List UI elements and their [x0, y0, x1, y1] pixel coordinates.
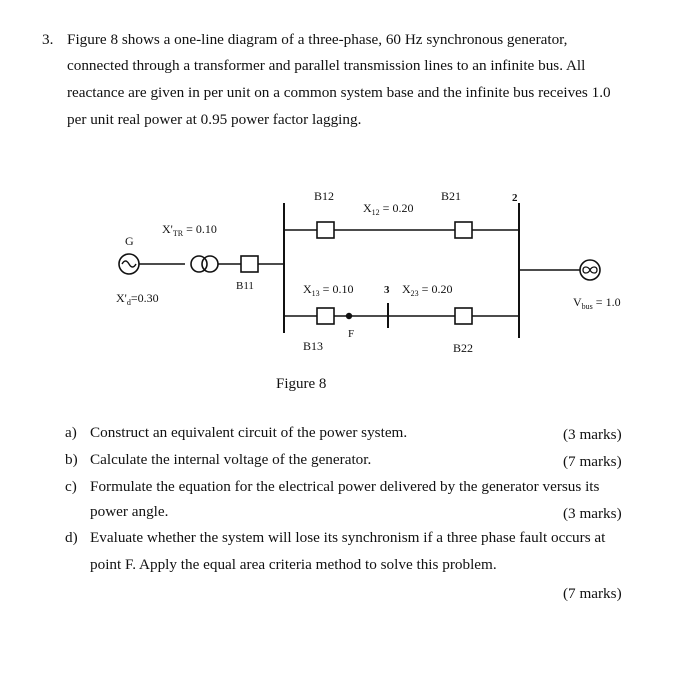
part-d-text-2: point F. Apply the equal area criteria method to solve this problem.	[90, 556, 497, 573]
breaker-b21	[455, 222, 472, 238]
label-vbus: $V_{bus} = 1.0$	[573, 295, 621, 311]
part-a-text: Construct an equivalent circuit of the power system.	[90, 424, 408, 441]
part-a-label: a)	[65, 424, 77, 441]
label-b21: B21	[441, 189, 462, 203]
label-f: F	[348, 328, 355, 340]
label-b22: B22	[453, 341, 474, 355]
part-d-label: d)	[65, 529, 78, 546]
part-b-text: Calculate the internal voltage of the generator.	[90, 451, 372, 468]
question-number: 3.	[42, 31, 54, 48]
part-d-marks: (7 marks)	[563, 585, 622, 602]
label-b12: B12	[314, 189, 335, 203]
breaker-b12	[317, 222, 334, 238]
breaker-b11	[241, 256, 258, 272]
part-d-text-1: Evaluate whether the system will lose its synchronism if a three phase fault occurs at	[90, 529, 606, 546]
question-line-2: connected through a transformer and parallel transmission lines to an infinite bus. All	[67, 57, 586, 74]
label-g: G	[125, 234, 134, 248]
label-b11: B11	[236, 280, 254, 292]
breaker-b22	[455, 308, 472, 324]
transformer-coil-right	[202, 256, 218, 272]
label-x23: $X_{23} = 0.20$	[402, 282, 453, 298]
label-b13: B13	[303, 339, 324, 353]
question-line-4: per unit real power at 0.95 power factor lagging.	[67, 111, 362, 128]
label-node-3: 3	[384, 284, 390, 296]
part-c-text-2: power angle.	[90, 503, 169, 520]
part-c-label: c)	[65, 478, 77, 495]
label-x12: $X_{12} = 0.20$	[363, 201, 414, 217]
part-b-marks: (7 marks)	[563, 453, 622, 470]
label-node-2: 2	[512, 192, 518, 204]
part-c-marks: (3 marks)	[563, 505, 622, 522]
part-c-text-1: Formulate the equation for the electrical power delivered by the generator versus its	[90, 478, 600, 495]
label-xd: $X'_d=0.30$	[116, 291, 159, 307]
part-b-label: b)	[65, 451, 78, 468]
label-x13: $X_{13} = 0.10$	[303, 282, 354, 298]
breaker-b13	[317, 308, 334, 324]
figure-caption: Figure 8	[276, 376, 327, 392]
question-line-3: reactance are given in per unit on a common system base and the infinite bus receives 1.0	[67, 84, 611, 101]
part-a-marks: (3 marks)	[563, 426, 622, 443]
fault-point-f	[346, 313, 352, 319]
label-xtr: $X'_{TR} = 0.10$	[162, 222, 217, 238]
question-line-1: Figure 8 shows a one-line diagram of a three-phase, 60 Hz synchronous generator,	[67, 31, 568, 48]
